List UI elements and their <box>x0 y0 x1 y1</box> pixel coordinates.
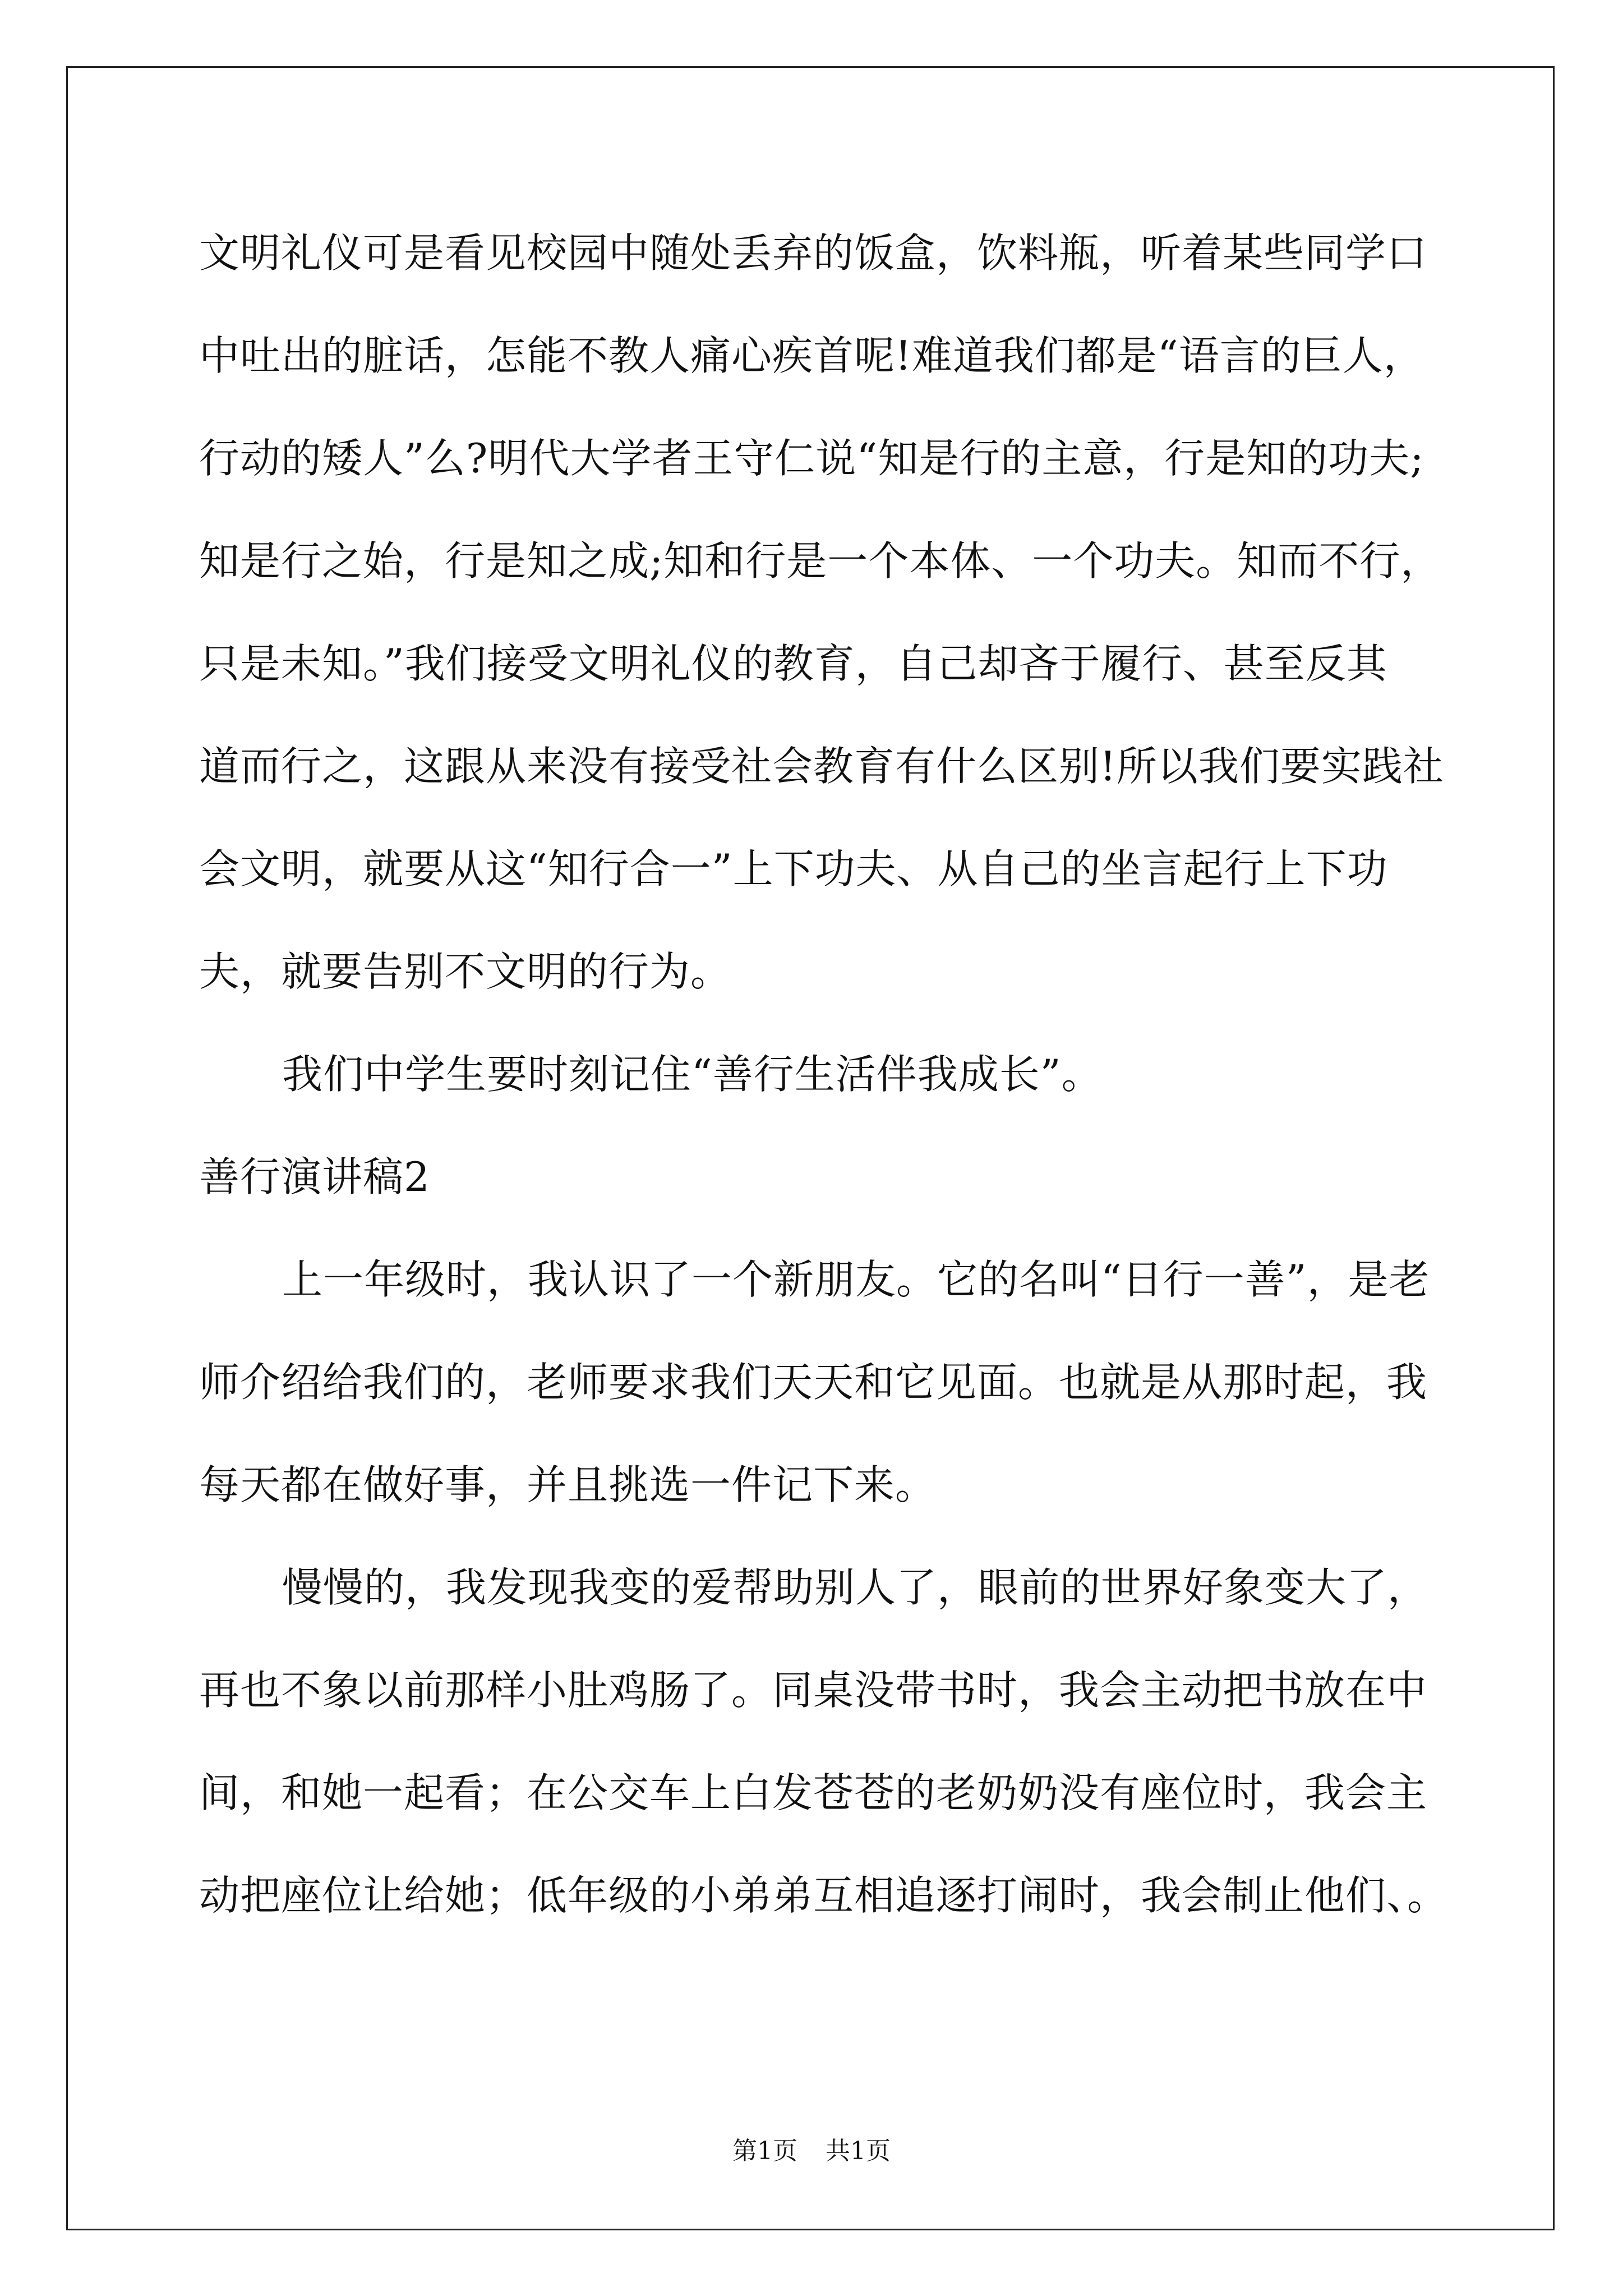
body-text-line: 只是未知。”我们接受文明礼仪的教育，自己却吝于履行、甚至反其 <box>199 640 1387 687</box>
body-text-line: 会文明，就要从这“知行合一”上下功夫、从自己的坐言起行上下功 <box>199 845 1388 892</box>
paragraph-first-line: 上一年级时，我认识了一个新朋友。它的名叫“日行一善”，是老 <box>282 1256 1430 1303</box>
section-heading: 善行演讲稿2 <box>199 1153 430 1200</box>
document-body <box>199 202 1450 1947</box>
body-text-line: 行动的矮人”么?明代大学者王守仁说“知是行的主意，行是知的功夫; <box>199 435 1424 482</box>
body-text-line: 文明礼仪可是看见校园中随处丢弃的饭盒，饮料瓶，听着某些同学口 <box>199 229 1428 277</box>
body-text-line: 知是行之始，行是知之成;知和行是一个本体、一个功夫。知而不行， <box>199 537 1442 585</box>
page-footer <box>0 2134 1623 2168</box>
paragraph-first-line: 我们中学生要时刻记住“善行生活伴我成长”。 <box>282 1051 1103 1098</box>
body-text-line: 师介绍给我们的，老师要求我们天天和它见面。也就是从那时起，我 <box>199 1359 1428 1406</box>
paragraph-first-line: 慢慢的，我发现我变的爱帮助别人了，眼前的世界好象变大了， <box>282 1564 1429 1611</box>
body-text-line: 夫，就要告别不文明的行为。 <box>199 948 732 995</box>
page-number: 第1页 <box>732 2137 797 2165</box>
page-total: 共1页 <box>826 2137 891 2165</box>
body-text-line: 每天都在做好事，并且挑选一件记下来。 <box>199 1461 937 1508</box>
body-text-line: 动把座位让给她；低年级的小弟弟互相追逐打闹时，我会制止他们、。 <box>199 1872 1449 1919</box>
body-text-line: 中吐出的脏话，怎能不教人痛心疾首呢!难道我们都是“语言的巨人， <box>199 332 1424 379</box>
body-text-line: 再也不象以前那样小肚鸡肠了。同桌没带书时，我会主动把书放在中 <box>199 1667 1428 1714</box>
body-text-line: 道而行之，这跟从来没有接受社会教育有什么区别!所以我们要实践社 <box>199 743 1444 790</box>
body-text-line: 间，和她一起看；在公交车上白发苍苍的老奶奶没有座位时，我会主 <box>199 1769 1428 1816</box>
